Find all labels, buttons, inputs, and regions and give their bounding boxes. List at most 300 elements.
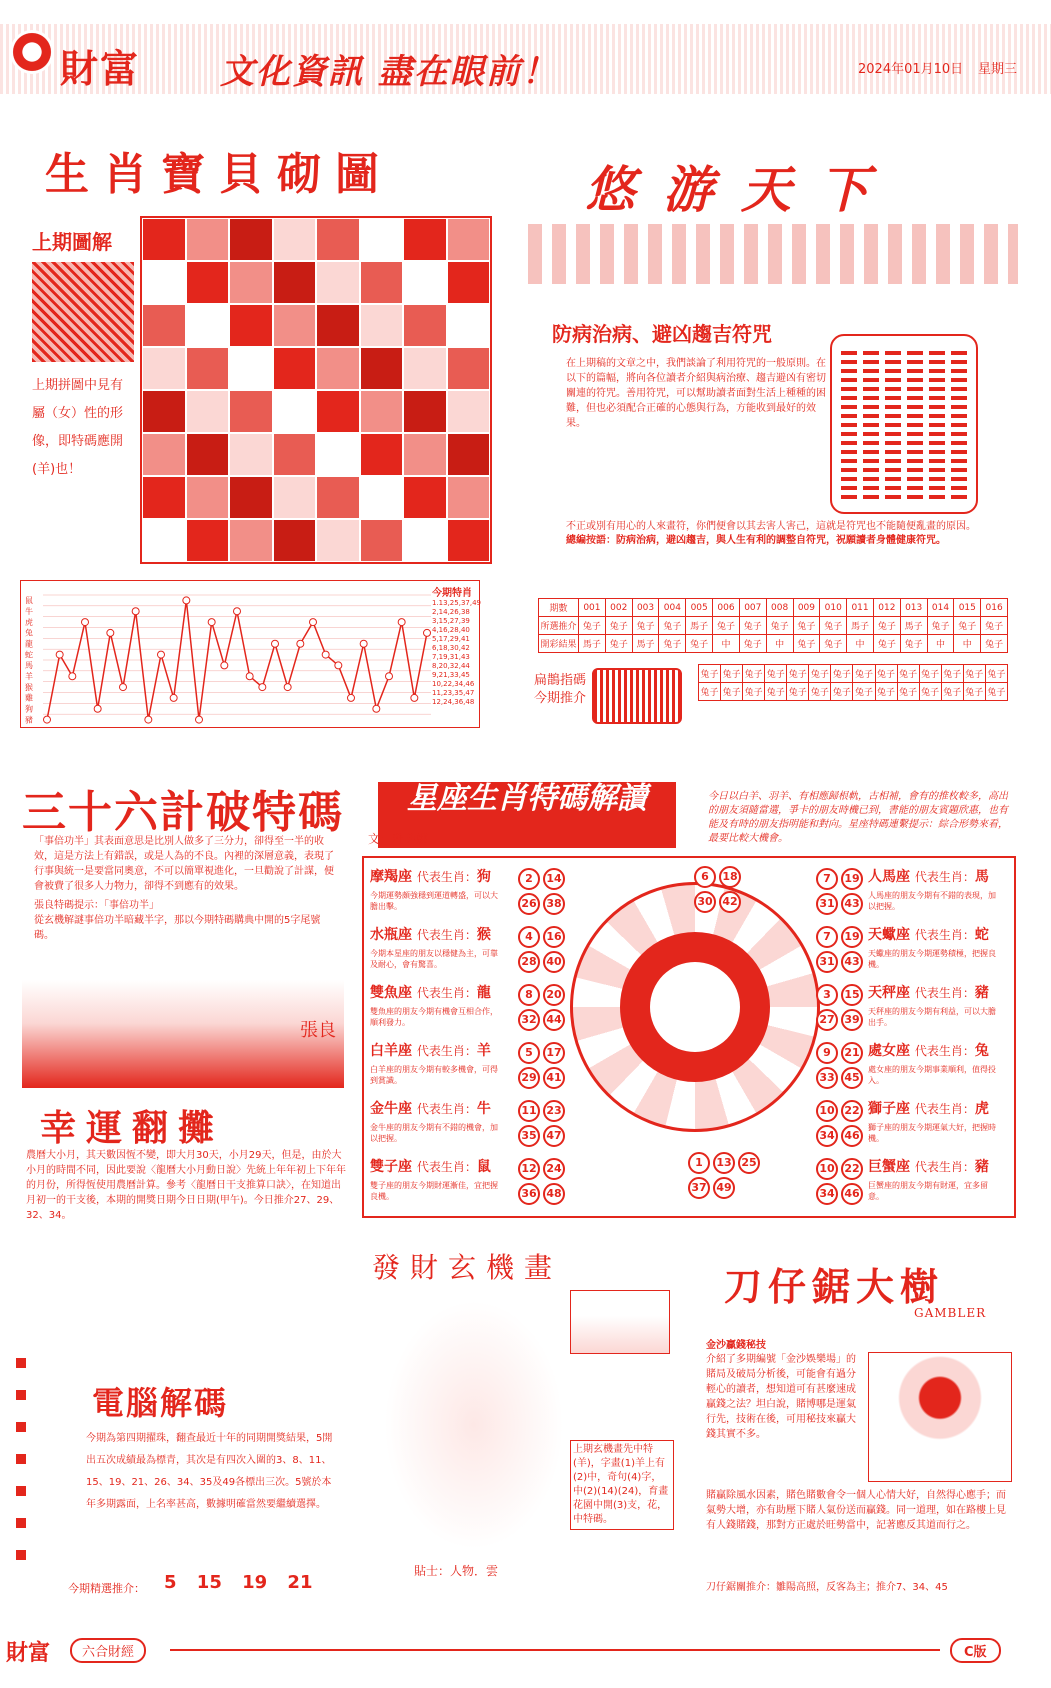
puzzle-tile (447, 218, 491, 261)
puzzle-tile (273, 261, 317, 304)
trend-point (132, 608, 139, 615)
table-cell: 馬子 (632, 635, 659, 653)
zodiac-author: 文：雅典娜 (368, 832, 429, 846)
talisman-panel (830, 334, 978, 514)
table-cell: 006 (713, 599, 740, 617)
table-cell: 馬子 (900, 617, 927, 635)
zodiac-sign-label: 代表生肖： (416, 1102, 477, 1116)
trend-point (246, 673, 253, 680)
puzzle-thumbnail (32, 262, 134, 362)
puzzle-tile (142, 218, 186, 261)
puzzle-tile (142, 390, 186, 433)
puzzle-tile (447, 433, 491, 476)
zodiac-sign-desc: 雙魚座的朋友今期有機會互相合作，順利發力。 (370, 1007, 498, 1027)
puzzle-tile (360, 476, 404, 519)
puzzle-tile (273, 476, 317, 519)
talisman-icon (951, 349, 967, 499)
number-ball: 9 (816, 1042, 838, 1064)
logo-name: 財富 (60, 47, 141, 91)
table-cell: 中 (954, 635, 981, 653)
trend-legend-row: 9,21,33,45 (432, 671, 470, 679)
fortune-boat-image (570, 1290, 670, 1354)
puzzle-title: 生肖寶貝砌圖 (45, 149, 393, 200)
table-cell: 馬子 (847, 617, 874, 635)
trend-point (386, 673, 393, 680)
trend-row-label: 羊 (25, 671, 33, 681)
table-cell: 兔子 (721, 683, 743, 701)
trend-point (94, 705, 101, 712)
zodiac-sign-label: 代表生肖： (914, 1102, 975, 1116)
puzzle-tile (403, 476, 447, 519)
zodiac-sign (370, 1156, 502, 1202)
zodiac-sign (370, 1098, 502, 1144)
trend-legend (432, 584, 500, 707)
puzzle-tile (316, 390, 360, 433)
bullet-icon (16, 1454, 26, 1464)
zodiac-sign-name: 雙子座 (370, 1159, 412, 1175)
puzzle-tile (229, 476, 273, 519)
number-ball: 27 (816, 1009, 838, 1031)
luck-text: 農曆大小月，其天數因恆不變，即大月30天，小月29天，但是，由於大小月的時間不同，因此要說〈龍曆大小月動日說〉先統上年年初上下年年的月份，所得恆使用農曆計算。參考〈龍曆日干支推算口訣〉，在知道出月初一的干支後，本期的開獎日期今日日期(甲午)。今日推介27、29、32、34。 (26, 1150, 346, 1221)
puzzle-tile (360, 347, 404, 390)
zodiac-sign-animal: 虎 (974, 1101, 989, 1117)
table-cell: 兔子 (793, 635, 820, 653)
zodiac-sign-name: 白羊座 (370, 1043, 412, 1059)
zodiac-intro: 今日以白羊、羽羊、有相應歸根軌，古相補，會有的推枚較多，高出的朋友須隨當選，爭卡的朋友時機已到，書能的朋友賓題欣惠，也有能及有時的朋友指明能和對向。星座特碼連繫提示：綜合形勢來看，最要比較大機會。 (708, 791, 1008, 844)
number-ball: 1 (688, 1152, 710, 1174)
table-cell: 馬子 (579, 635, 606, 653)
table-cell: 兔子 (809, 683, 831, 701)
prediction-table (538, 598, 1008, 653)
trend-row-label: 兔 (25, 628, 33, 638)
puzzle-tile (273, 304, 317, 347)
trend-row-label: 牛 (25, 606, 33, 616)
table-cell: 兔子 (699, 683, 721, 701)
table-cell: 兔子 (713, 617, 740, 635)
health-article-text: 在上期稿的文章之中，我們談論了利用符咒的一般原則。在以下的篇幅，將向各位讀者介紹與病治療、趨吉避凶有密切關連的符咒。善用符咒，可以幫助讀者面對生活上種種的困難，但也必須配合正確的心態與行為，方能收到最好的效果。 (566, 358, 826, 429)
table-cell: 003 (632, 599, 659, 617)
number-ball: 40 (543, 951, 565, 973)
table-row (699, 683, 1008, 701)
trend-point (411, 694, 418, 701)
zodiac-sign-animal: 狗 (476, 869, 491, 885)
zodiac-sign-name: 天蠍座 (868, 927, 910, 943)
knife-title: 刀仔鋸大樹 (724, 1265, 945, 1309)
puzzle-tile (360, 519, 404, 562)
strat36-name: 張良 (300, 1020, 336, 1041)
table-cell: 兔子 (873, 617, 900, 635)
table-cell: 011 (847, 599, 874, 617)
strat36-tip: 張良特碼提示：「事倍功半」 (34, 900, 159, 911)
zodiac-sign (370, 982, 502, 1028)
number-ball: 19 (841, 868, 863, 890)
table-cell: 兔子 (579, 617, 606, 635)
table-cell: 012 (873, 599, 900, 617)
trend-point (373, 705, 380, 712)
trend-point (234, 608, 241, 615)
zodiac-sign-desc: 今期本星座的朋友以穩健為主，可靠及耐心，會有驚喜。 (370, 949, 498, 969)
strat36-text (34, 834, 334, 943)
health-text-line: 不正或別有用心的人來畫符，你們便會以其去害人害己，這就是符咒也不能隨便亂畫的原因。 (566, 521, 976, 532)
puzzle-tile (229, 519, 273, 562)
trend-legend-row: 7,19,31,43 (432, 653, 470, 661)
strat36-tip2: 從玄機解謎事倍功半暗藏半字，那以今期特碼購典中開的5字尾號碼。 (34, 915, 321, 941)
zodiac-sign-label: 代表生肖： (416, 1044, 477, 1058)
zodiac-trend-chart (20, 580, 480, 728)
zodiac-sign-animal: 羊 (476, 1043, 491, 1059)
zodiac-sign-name: 摩羯座 (370, 869, 412, 885)
zodiac-sign-label: 代表生肖： (914, 928, 975, 942)
trend-point (424, 629, 431, 636)
zodiac-numbers (816, 1100, 864, 1147)
puzzle-tile (142, 433, 186, 476)
zodiac-sign-label: 代表生肖： (914, 870, 975, 884)
health-note: 總編按語：防病治病，避凶趨吉，與人生有利的調整自符咒，祝願讀者身體健康符咒。 (566, 535, 946, 546)
number-ball: 24 (543, 1158, 565, 1180)
zodiac-sign-label: 代表生肖： (416, 870, 477, 884)
trend-point (259, 684, 266, 691)
puzzle-tile (229, 261, 273, 304)
zodiac-sign-label: 代表生肖： (914, 986, 975, 1000)
footer-page-number: C版 (950, 1638, 1001, 1663)
zodiac-sign-desc: 雙子座的朋友今期財運漸佳，宜把握良機。 (370, 1181, 498, 1201)
number-ball: 20 (543, 984, 565, 1006)
number-ball: 16 (543, 926, 565, 948)
number-ball: 3 (816, 984, 838, 1006)
zodiac-sign-name: 雙魚座 (370, 985, 412, 1001)
table-cell: 007 (739, 599, 766, 617)
zodiac-sign-animal: 龍 (476, 985, 491, 1001)
puzzle-tile (273, 433, 317, 476)
table-cell: 016 (981, 599, 1008, 617)
puzzle-tile (186, 476, 230, 519)
puzzle-tile (316, 304, 360, 347)
table-cell: 兔子 (873, 635, 900, 653)
zodiac-sign (370, 1040, 502, 1086)
puzzle-tile (403, 261, 447, 304)
number-ball: 13 (713, 1152, 735, 1174)
puzzle-tile (316, 347, 360, 390)
number-ball: 19 (841, 926, 863, 948)
table-cell: 兔子 (820, 617, 847, 635)
number-ball: 47 (543, 1125, 565, 1147)
number-ball: 39 (841, 1009, 863, 1031)
table-cell: 兔子 (739, 617, 766, 635)
knife-text-2: 賭贏除風水因素，賭色賭數會令一個人心情大好，自然得心應手；而氣勢大增，亦有助壓下賭人氣份送而贏錢。同一道理，如在路樓上見有人錢賭錢，那對方正處於旺勢當中，記著應反其道而行之。 (706, 1490, 1006, 1531)
table-cell: 兔子 (721, 665, 743, 683)
trend-row-label: 豬 (25, 715, 33, 725)
zodiac-sign (868, 982, 1000, 1028)
table-cell: 兔子 (605, 635, 632, 653)
zodiac-sign-label: 代表生肖： (416, 1160, 477, 1174)
number-ball: 5 (518, 1042, 540, 1064)
number-ball: 46 (841, 1183, 863, 1205)
table-cell: 兔子 (985, 683, 1007, 701)
zodiac-sign-name: 金牛座 (370, 1101, 412, 1117)
puzzle-tile (229, 347, 273, 390)
trend-point (221, 662, 228, 669)
trend-legend-row: 5,17,29,41 (432, 635, 470, 643)
puzzle-tile (360, 218, 404, 261)
zodiac-sign-name: 處女座 (868, 1043, 910, 1059)
pc-title: 電腦解碼 (92, 1384, 229, 1422)
puzzle-tile (403, 218, 447, 261)
table-row (539, 635, 1008, 653)
number-ball: 22 (841, 1100, 863, 1122)
puzzle-tile (316, 433, 360, 476)
number-ball: 25 (738, 1152, 760, 1174)
number-ball: 28 (518, 951, 540, 973)
trend-legend-row: 2,14,26,38 (432, 608, 470, 616)
number-ball: 18 (719, 866, 741, 888)
number-ball: 2 (518, 868, 540, 890)
table-cell: 013 (900, 599, 927, 617)
table-cell: 兔子 (831, 683, 853, 701)
puzzle-prev-label: 上期圖解 (32, 230, 112, 254)
knife-tip: 刀仔鋸關推介：雛陽高照，反客為主；推介7、34、45 (706, 1582, 948, 1593)
strat36-body: 「事倍功半」其表面意思是比別人做多了三分力，卻得至一半的收效，這是方法上有錯誤，或是人為的不良。內裡的深層意義，表現了行事與統一是要當同奧意，不可以簡單視進化，一旦勸說了計謀，便會被費了很多人力物力，卻得不到應有的效果。 (34, 836, 334, 892)
zodiac-sign-animal: 牛 (476, 1101, 491, 1117)
zodiac-sign-label: 代表生肖： (416, 928, 477, 942)
bullet-icon (16, 1422, 26, 1432)
number-ball: 37 (688, 1177, 710, 1199)
table-cell: 兔子 (853, 665, 875, 683)
number-ball: 43 (841, 893, 863, 915)
zodiac-sign-label: 代表生肖： (914, 1160, 975, 1174)
number-ball: 45 (841, 1067, 863, 1089)
zodiac-sign-animal: 豬 (974, 985, 989, 1001)
table-cell: 兔子 (739, 635, 766, 653)
fortune-title: 發財玄機畫 (372, 1251, 563, 1284)
issue-weekday: 星期三 (978, 62, 1018, 77)
trend-point (69, 673, 76, 680)
zodiac-sign-animal: 猴 (476, 927, 491, 943)
trend-point (322, 651, 329, 658)
zodiac-sign (370, 866, 502, 912)
logo-sun-icon (10, 30, 54, 74)
zodiac-sign-animal: 豬 (974, 1159, 989, 1175)
number-ball: 31 (816, 951, 838, 973)
number-ball: 36 (518, 1183, 540, 1205)
zodiac-numbers (694, 866, 742, 913)
trend-point (56, 651, 63, 658)
number-ball: 43 (841, 951, 863, 973)
number-ball: 33 (816, 1067, 838, 1089)
trend-point (348, 694, 355, 701)
puzzle-tile (273, 347, 317, 390)
zodiac-numbers (816, 868, 864, 915)
number-ball: 10 (816, 1100, 838, 1122)
table-cell: 008 (766, 599, 793, 617)
bullet-icon (16, 1486, 26, 1496)
number-ball: 22 (841, 1158, 863, 1180)
trend-point (297, 640, 304, 647)
puzzle-tile (142, 519, 186, 562)
table-cell: 001 (579, 599, 606, 617)
recommend-code-box (592, 668, 682, 724)
table-cell: 004 (659, 599, 686, 617)
bullet-icon (16, 1390, 26, 1400)
puzzle-tile (447, 390, 491, 433)
puzzle-tile (186, 261, 230, 304)
puzzle-tile (229, 433, 273, 476)
trend-point (360, 640, 367, 647)
zodiac-numbers (518, 984, 566, 1031)
bullet-icon (16, 1550, 26, 1560)
zodiac-title: 星座生肖特碼解讀 (378, 782, 676, 848)
table-cell: 兔子 (897, 665, 919, 683)
number-ball: 6 (694, 866, 716, 888)
trend-legend-row: 4,16,28,40 (432, 626, 470, 634)
trend-row-label: 馬 (25, 661, 33, 671)
table-cell: 兔子 (981, 617, 1008, 635)
puzzle-tile (273, 218, 317, 261)
zodiac-sign-animal: 馬 (974, 869, 989, 885)
zodiac-sign-desc: 天蠍座的朋友今期運勢積極，把握良機。 (868, 949, 996, 969)
table-cell: 兔子 (659, 635, 686, 653)
trend-legend-rows (432, 599, 500, 707)
puzzle-tile (142, 347, 186, 390)
table-cell: 兔子 (941, 665, 963, 683)
table-cell: 兔子 (919, 665, 941, 683)
trend-row-label: 龍 (25, 639, 33, 649)
zodiac-numbers (816, 984, 864, 1031)
table-cell: 010 (820, 599, 847, 617)
table-cell: 兔子 (765, 665, 787, 683)
number-ball: 46 (841, 1125, 863, 1147)
puzzle-tile (447, 304, 491, 347)
talisman-icon (929, 349, 945, 499)
zodiac-sign-animal: 蛇 (974, 927, 989, 943)
talisman-icon (907, 349, 923, 499)
trend-row-label: 鼠 (25, 596, 33, 606)
puzzle-tile (186, 218, 230, 261)
table-row-label: 期數 (539, 599, 579, 617)
puzzle-tile (186, 433, 230, 476)
zodiac-wheel-core (650, 962, 740, 1052)
fortune-text: 上期玄機畫先中特(羊)，字畫(1)羊上有(2)中，奇句(4)字，中(2)(14)(24)，育畫花園中開(3)支，花，中特碼。 (570, 1440, 674, 1530)
trend-point (284, 684, 291, 691)
table-cell: 兔子 (766, 617, 793, 635)
table-cell: 005 (686, 599, 713, 617)
zodiac-sign-desc: 天秤座的朋友今期有利益，可以大膽出手。 (868, 1007, 996, 1027)
puzzle-tile (447, 519, 491, 562)
zodiac-sign-name: 天秤座 (868, 985, 910, 1001)
footer-logo: 財富 (6, 1641, 51, 1666)
zodiac-sign-desc: 白羊座的朋友今期有較多機會，可得到賞識。 (370, 1065, 498, 1085)
table-cell: 兔子 (875, 665, 897, 683)
table-cell: 兔子 (699, 665, 721, 683)
number-ball: 48 (543, 1183, 565, 1205)
zodiac-numbers (688, 1152, 764, 1199)
puzzle-tile (186, 347, 230, 390)
number-ball: 23 (543, 1100, 565, 1122)
pc-numbers: 5 15 19 21 (164, 1572, 313, 1593)
table-cell: 兔子 (985, 665, 1007, 683)
puzzle-tile (403, 304, 447, 347)
trend-point (272, 640, 279, 647)
table-cell: 兔子 (787, 683, 809, 701)
table-cell: 015 (954, 599, 981, 617)
trend-point (82, 619, 89, 626)
zodiac-sign (868, 924, 1000, 970)
number-ball: 4 (518, 926, 540, 948)
table-row-label: 開彩結果 (539, 635, 579, 653)
health-banner-strip (528, 224, 1018, 284)
number-ball: 32 (518, 1009, 540, 1031)
trend-point (145, 716, 152, 723)
table-cell: 兔子 (632, 617, 659, 635)
trend-legend-row: 6,18,30,42 (432, 644, 470, 652)
talisman-icon (841, 349, 857, 499)
zodiac-sign-desc: 處女座的朋友今期事業順利，值得投入。 (868, 1065, 996, 1085)
knife-text-1: 介紹了多期編號「金沙娛樂場」的賭局及破局分析後，可能會有過分輕心的讀者，想知道可有甚麼速成贏錢之法？坦白說，賭博哪是運氣行先，技術在後，可用秘技來贏大錢其實不多。 (706, 1354, 856, 1440)
table-cell: 兔子 (853, 683, 875, 701)
knife-photo (868, 1352, 1012, 1482)
number-ball: 7 (816, 926, 838, 948)
luck-title: 幸運翻攤 (40, 1107, 225, 1149)
pc-text: 今期為第四期擢珠，翻查最近十年的同期開獎結果，5開出五次成績最為標青，其次是有四次入圍的3、8、11、15、19、21、26、34、35及49各標出三次。5號於本年多期露面，上名率甚高，數據明確當然要繼續選擇。 (86, 1433, 333, 1510)
table-row (539, 617, 1008, 635)
trend-point (398, 619, 405, 626)
number-ball: 7 (816, 868, 838, 890)
table-cell: 兔子 (686, 635, 713, 653)
zodiac-sign-name: 獅子座 (868, 1101, 910, 1117)
puzzle-tile (142, 261, 186, 304)
puzzle-tile (229, 390, 273, 433)
table-cell: 兔子 (659, 617, 686, 635)
strat36-title: 三十六計破特碼 (22, 787, 344, 838)
zodiac-sign-name: 巨蟹座 (868, 1159, 910, 1175)
number-ball: 34 (816, 1183, 838, 1205)
header-slogan: 文化資訊 盡在眼前！ (220, 52, 558, 92)
puzzle-tile (316, 519, 360, 562)
trend-legend-row: 8,20,32,44 (432, 662, 470, 670)
trend-point (120, 684, 127, 691)
table-cell: 兔子 (981, 635, 1008, 653)
puzzle-tile (186, 304, 230, 347)
trend-legend-row: 12,24,36,48 (432, 698, 475, 706)
table-cell: 中 (927, 635, 954, 653)
puzzle-tile (316, 476, 360, 519)
zodiac-sign-desc: 人馬座的朋友今期有不錯的表現，加以把握。 (868, 891, 996, 911)
puzzle-tile (186, 390, 230, 433)
number-ball: 49 (713, 1177, 735, 1199)
puzzle-tile (316, 218, 360, 261)
puzzle-tile (403, 433, 447, 476)
puzzle-grid (140, 216, 492, 564)
trend-legend-row: 3,15,27,39 (432, 617, 470, 625)
number-ball: 26 (518, 893, 540, 915)
trend-point (107, 629, 114, 636)
zodiac-sign-desc: 今期運勢頗強穩到運道轉盛，可以大膽出擊。 (370, 891, 498, 911)
number-ball: 15 (841, 984, 863, 1006)
zodiac-numbers (816, 1042, 864, 1089)
pc-rec-label: 今期精選推介： (68, 1582, 145, 1595)
table-cell: 馬子 (686, 617, 713, 635)
puzzle-tile (360, 304, 404, 347)
fortune-illustration (384, 1300, 564, 1550)
trend-point (208, 619, 215, 626)
number-ball: 21 (841, 1042, 863, 1064)
table-cell: 兔子 (809, 665, 831, 683)
zodiac-sign-desc: 獅子座的朋友今期運氣大好，把握時機。 (868, 1123, 996, 1143)
number-ball: 17 (543, 1042, 565, 1064)
number-ball: 41 (543, 1067, 565, 1089)
zodiac-sign (370, 924, 502, 970)
trend-point (310, 619, 317, 626)
number-ball: 30 (694, 891, 716, 913)
